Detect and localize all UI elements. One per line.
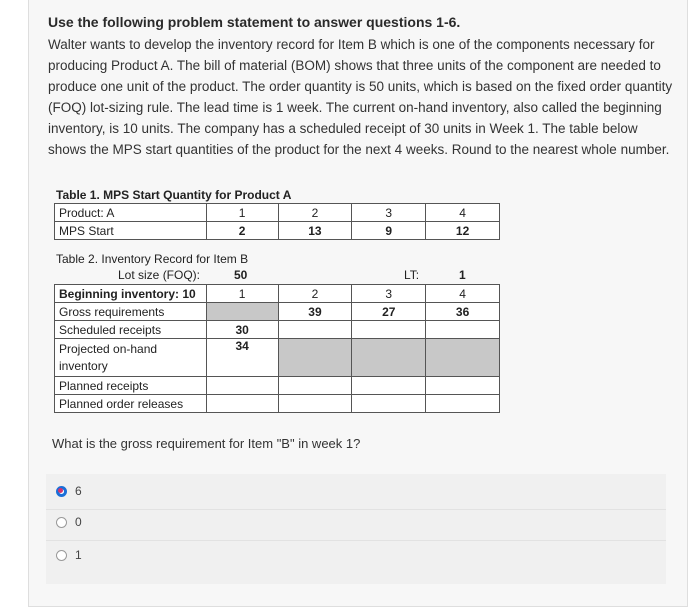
planned-release-cell <box>278 395 352 413</box>
beginning-inventory-label: Beginning inventory: 10 <box>55 285 207 303</box>
question-text: What is the gross requirement for Item "B" in week 1? <box>52 436 361 451</box>
gross-req-cell <box>206 303 278 321</box>
week-header: 2 <box>278 204 352 222</box>
week-header: 1 <box>206 285 278 303</box>
projected-on-hand-cell <box>352 339 426 377</box>
week-header: 3 <box>352 204 426 222</box>
gross-requirements-label: Gross requirements <box>55 303 207 321</box>
mps-start-label: MPS Start <box>55 222 207 240</box>
scheduled-receipt-cell <box>352 321 426 339</box>
table1-caption: Table 1. MPS Start Quantity for Product A <box>56 188 292 202</box>
answer-option-0[interactable] <box>56 515 82 529</box>
planned-release-cell <box>206 395 278 413</box>
mps-table <box>54 203 500 240</box>
divider <box>46 509 666 510</box>
answer-option-1[interactable] <box>56 548 82 562</box>
week-header: 4 <box>426 285 500 303</box>
option-label: 6 <box>75 484 82 498</box>
gross-req-cell: 27 <box>352 303 426 321</box>
lot-size-value: 50 <box>234 268 248 282</box>
projected-on-hand-cell: 34 <box>206 339 278 377</box>
radio-icon[interactable] <box>56 550 67 561</box>
planned-receipt-cell <box>278 377 352 395</box>
scheduled-receipt-cell: 30 <box>206 321 278 339</box>
option-label: 1 <box>75 548 82 562</box>
answer-option-6[interactable] <box>56 484 82 498</box>
scheduled-receipt-cell <box>278 321 352 339</box>
week-header: 3 <box>352 285 426 303</box>
inventory-record-table <box>54 284 500 413</box>
scheduled-receipts-label: Scheduled receipts <box>55 321 207 339</box>
radio-icon[interactable] <box>56 517 67 528</box>
radio-selected-icon[interactable] <box>56 486 67 497</box>
lead-time-value: 1 <box>459 268 466 282</box>
planned-receipt-cell <box>352 377 426 395</box>
mps-value: 13 <box>278 222 352 240</box>
product-label: Product: A <box>55 204 207 222</box>
table2-caption: Table 2. Inventory Record for Item B <box>56 252 249 266</box>
planned-receipt-cell <box>206 377 278 395</box>
divider <box>46 540 666 541</box>
week-header: 1 <box>206 204 278 222</box>
mps-value: 9 <box>352 222 426 240</box>
lead-time-label: LT: <box>404 268 420 282</box>
planned-receipt-cell <box>426 377 500 395</box>
projected-on-hand-cell <box>426 339 500 377</box>
planned-order-releases-label: Planned order releases <box>55 395 207 413</box>
lot-size-label: Lot size (FOQ): <box>118 268 201 282</box>
planned-release-cell <box>352 395 426 413</box>
mps-value: 12 <box>426 222 500 240</box>
option-label: 0 <box>75 515 82 529</box>
answer-options <box>46 474 666 584</box>
week-header: 4 <box>426 204 500 222</box>
projected-on-hand-cell <box>278 339 352 377</box>
instructions-heading: Use the following problem statement to answer questions 1-6. <box>48 14 461 30</box>
problem-statement: Walter wants to develop the inventory record for Item B which is one of the components necessary for producing Product A. The bill of material (BOM) shows that three units of the component are needed to produce one unit of the product. The order quantity is 50 units, which is based on the fixed order quantity (FOQ) lot-sizing rule. The lead time is 1 week. The current on-hand inventory, also called the beginning inventory, is 10 units. The company has a scheduled receipt of 30 units in Week 1. The table below shows the MPS start quantities of the product for the next 4 weeks. Round to the nearest whole number. <box>48 37 673 157</box>
planned-receipts-label: Planned receipts <box>55 377 207 395</box>
gross-req-cell: 36 <box>426 303 500 321</box>
planned-release-cell <box>426 395 500 413</box>
gross-req-cell: 39 <box>278 303 352 321</box>
projected-on-hand-label: Projected on-hand inventory <box>55 339 207 377</box>
mps-value: 2 <box>206 222 278 240</box>
scheduled-receipt-cell <box>426 321 500 339</box>
week-header: 2 <box>278 285 352 303</box>
